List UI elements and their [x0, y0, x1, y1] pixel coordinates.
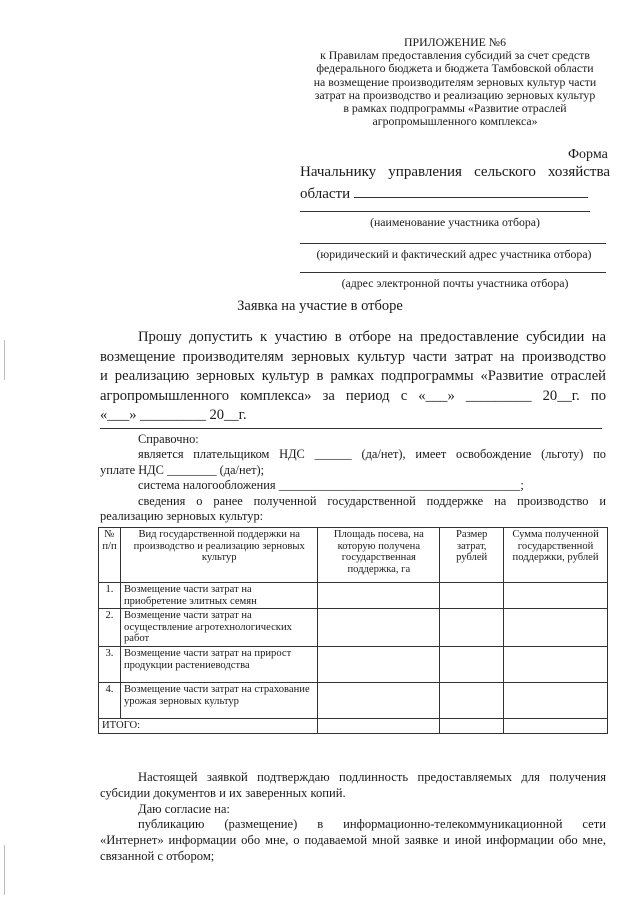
row-number: 1. — [99, 583, 121, 609]
request-line: возмещение производителям зерновых культур части затрат на производство — [100, 348, 606, 365]
support-line: реализацию зерновых культур: — [100, 509, 264, 524]
table-row — [99, 682, 608, 718]
caption-address: (юридический и фактический адрес участника отбора) — [316, 247, 592, 261]
col-header-amount: Сумма полученной государственной поддержки, рублей — [504, 528, 608, 583]
cell-area — [318, 583, 440, 609]
support-line: сведения о ранее полученной государственной поддержке на производство и — [138, 493, 606, 508]
table-header-row — [99, 528, 608, 583]
appendix-header — [270, 36, 640, 128]
appendix-line: к Правилам предоставления субсидий за счет средств — [320, 48, 590, 63]
scan-mark — [4, 340, 5, 380]
cell-amount — [504, 609, 608, 647]
document-title: Заявка на участие в отборе — [237, 298, 403, 314]
confirmation-line: Настоящей заявкой подтверждаю подлинность предоставляемых для получения — [138, 770, 606, 784]
confirmation-line: субсидии документов и их заверенных копий. — [100, 785, 346, 800]
publication-line: публикацию (размещение) в информационно-телекоммуникационной сети — [138, 817, 606, 832]
cell-amount — [504, 646, 608, 682]
caption-email: (адрес электронной почты участника отбора) — [341, 276, 569, 290]
cell-costs — [440, 682, 504, 718]
table-total-row — [99, 718, 608, 733]
table-row — [99, 609, 608, 647]
total-costs — [440, 718, 504, 733]
cell-area — [318, 646, 440, 682]
vat-line: уплате НДС ________ (да/нет); — [100, 462, 265, 477]
reference-block — [100, 432, 606, 524]
total-amount — [504, 718, 608, 733]
cell-amount — [504, 583, 608, 609]
appendix-number: ПРИЛОЖЕНИЕ №6 — [404, 35, 506, 49]
row-kind: Возмещение части затрат на страхование урожая зерновых культур — [120, 682, 317, 718]
cell-costs — [440, 609, 504, 647]
col-header-area: Площадь посева, на которую получена государственная поддержка, га — [318, 528, 440, 583]
support-table — [98, 527, 608, 734]
row-number: 4. — [99, 682, 121, 718]
request-line: агропромышленного комплекса» за период с «___» _________ 20__г. по — [100, 387, 606, 404]
col-header-kind: Вид государственной поддержки на производство и реализацию зерновых культур — [120, 528, 317, 583]
col-header-number: № п/п — [99, 528, 121, 583]
addressee-region: области — [300, 183, 610, 205]
row-kind: Возмещение части затрат на осуществление агротехнологических работ — [120, 609, 317, 647]
appendix-line: федерального бюджета и бюджета Тамбовской области — [316, 61, 594, 76]
separator-line — [100, 428, 602, 429]
row-number: 3. — [99, 646, 121, 682]
row-kind: Возмещение части затрат на прирост продукции растениеводства — [120, 646, 317, 682]
consent-label: Даю согласие на: — [138, 801, 230, 816]
scan-mark — [4, 845, 5, 895]
appendix-line: затрат на производство и реализацию зерновых культур — [314, 87, 596, 102]
cell-area — [318, 609, 440, 647]
addressee — [300, 162, 610, 205]
publication-line: связанной с отбором; — [100, 848, 215, 863]
cell-area — [318, 682, 440, 718]
request-line: Прошу допустить к участию в отборе на предоставление субсидии на — [138, 329, 606, 345]
col-header-costs: Размер затрат, рублей — [440, 528, 504, 583]
total-area — [318, 718, 440, 733]
tax-system-line: система налогообложения _______________________________________; — [138, 478, 524, 493]
addressee-line: Начальнику управления сельского хозяйства — [300, 164, 610, 180]
cell-costs — [440, 646, 504, 682]
address-line — [300, 243, 606, 244]
confirmation-block — [100, 770, 606, 865]
table-row — [99, 583, 608, 609]
table-row — [99, 646, 608, 682]
appendix-line: агропромышленного комплекса» — [372, 114, 538, 129]
row-kind: Возмещение части затрат на приобретение элитных семян — [120, 583, 317, 609]
row-number: 2. — [99, 609, 121, 647]
email-line — [300, 272, 606, 273]
publication-line: «Интернет» информации обо мне, о подаваемой мной заявке и иной информации обо мне, — [100, 833, 606, 848]
appendix-line: на возмещение производителям зерновых культур части — [313, 74, 597, 89]
request-line: «___» _________ 20__г. — [100, 407, 247, 423]
vat-line: является плательщиком НДС ______ (да/нет), имеет освобождение (льготу) по — [138, 447, 606, 462]
participant-line — [300, 211, 590, 212]
region-blank — [354, 183, 588, 198]
request-line: и реализацию зерновых культур в рамках подпрограммы «Развитие отраслей — [100, 368, 606, 384]
appendix-line: в рамках подпрограммы «Развитие отраслей — [343, 101, 567, 116]
cell-amount — [504, 682, 608, 718]
form-label: Форма — [568, 147, 608, 162]
request-paragraph — [100, 328, 606, 426]
cell-costs — [440, 583, 504, 609]
caption-participant: (наименование участника отбора) — [370, 215, 540, 229]
reference-label: Справочно: — [138, 432, 199, 446]
total-label: ИТОГО: — [99, 718, 318, 733]
